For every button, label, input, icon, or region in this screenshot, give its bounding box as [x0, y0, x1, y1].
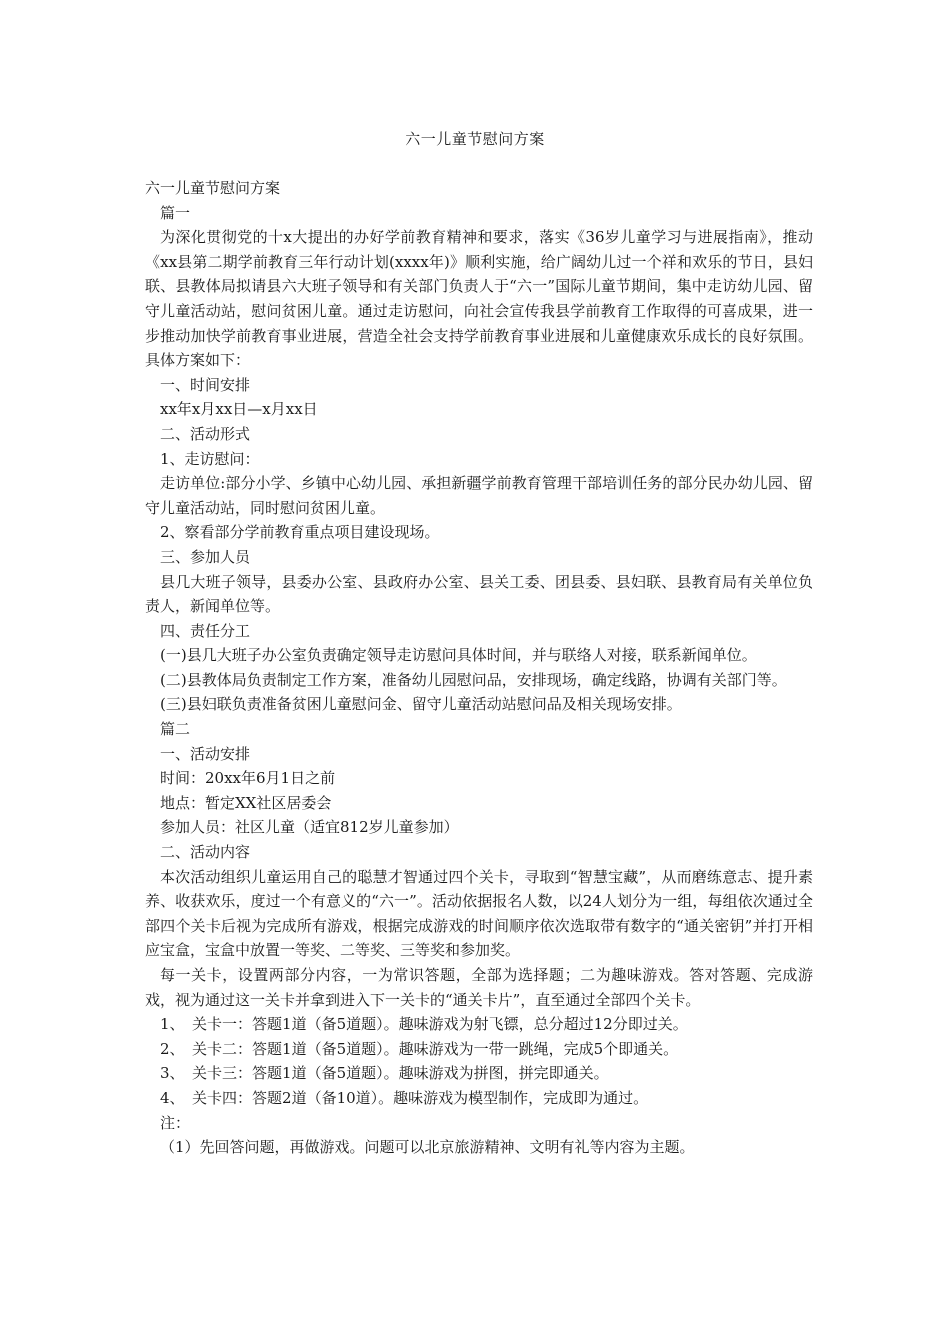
paragraph: 篇二: [160, 720, 191, 739]
paragraph: 为深化贯彻党的十x大提出的办好学前教育精神和要求，落实《36岁儿童学习与进展指南》，推动《xx县第二期学前教育三年行动计划(xxxx年)》顺利实施，给广阔幼儿过一个祥和欢乐的节日，县妇联、县教体局拟请县六大班子领导和有关部门负责人于“六一”国际儿童节期间，集中走访幼儿园、留守儿童活动站，慰问贫困儿童。通过走访慰问，向社会宣传我县学前教育工作取得的可喜成果，进一步推动加快学前教育事业进展，营造全社会支持学前教育事业进展和儿童健康欢乐成长的良好氛围。具体方案如下：: [145, 228, 813, 370]
paragraph: 注：: [160, 1113, 191, 1132]
paragraph: xx年x月xx日—x月xx日: [160, 400, 318, 419]
paragraph: 4、 关卡四：答题2道（备10道）。趣味游戏为模型制作，完成即为通过。: [160, 1088, 649, 1107]
paragraph: 三、参加人员: [160, 547, 251, 566]
document-body: [145, 176, 813, 1160]
paragraph: 参加人员：社区儿童（适宜812岁儿童参加）: [160, 818, 459, 837]
paragraph: 二、活动形式: [160, 424, 251, 443]
paragraph: 四、责任分工: [160, 621, 251, 640]
paragraph: 二、活动内容: [160, 843, 251, 862]
paragraph: 每一关卡，设置两部分内容，一为常识答题，全部为选择题；二为趣味游戏。答对答题、完成游戏，视为通过这一关卡并拿到进入下一关卡的“通关卡片”，直至通过全部四个关卡。: [145, 966, 813, 1009]
paragraph: 地点：暂定XX社区居委会: [160, 793, 332, 812]
paragraph: 走访单位:部分小学、乡镇中心幼儿园、承担新疆学前教育管理干部培训任务的部分民办幼儿园、留守儿童活动站，同时慰问贫困儿童。: [145, 474, 813, 517]
paragraph: （1）先回答问题，再做游戏。问题可以北京旅游精神、文明有礼等内容为主题。: [160, 1138, 695, 1157]
paragraph: 本次活动组织儿童运用自己的聪慧才智通过四个关卡，寻取到“智慧宝藏”，从而磨练意志、提升素养、收获欢乐，度过一个有意义的“六一”。活动依据报名人数，以24人划分为一组，每组依次通过全部四个关卡后视为完成所有游戏，根据完成游戏的时间顺序依次选取带有数字的“通关密钥”并打开相应宝盒，宝盒中放置一等奖、二等奖、三等奖和参加奖。: [145, 867, 813, 960]
paragraph: 3、 关卡三：答题1道（备5道题）。趣味游戏为拼图，拼完即通关。: [160, 1064, 609, 1083]
paragraph: (三)县妇联负责准备贫困儿童慰问金、留守儿童活动站慰问品及相关现场安排。: [160, 695, 682, 714]
paragraph: 县几大班子领导，县委办公室、县政府办公室、县关工委、团县委、县妇联、县教育局有关单位负责人，新闻单位等。: [145, 572, 813, 616]
paragraph: 1、走访慰问：: [160, 449, 260, 468]
paragraph: 2、察看部分学前教育重点项目建设现场。: [160, 523, 440, 542]
paragraph: 1、 关卡一：答题1道（备5道题）。趣味游戏为射飞镖，总分超过12分即过关。: [160, 1015, 688, 1034]
paragraph: (二)县教体局负责制定工作方案，准备幼儿园慰问品，安排现场，确定线路，协调有关部门等。: [160, 670, 787, 689]
document-title: 六一儿童节慰问方案: [405, 130, 545, 148]
paragraph: 篇一: [160, 203, 191, 222]
paragraph: 一、时间安排: [160, 375, 251, 394]
paragraph: 时间：20xx年6月1日之前: [160, 769, 336, 788]
paragraph: 一、活动安排: [160, 744, 251, 763]
paragraph: 六一儿童节慰问方案: [145, 179, 281, 197]
paragraph: (一)县几大班子办公室负责确定领导走访慰问具体时间，并与联络人对接，联系新闻单位。: [160, 646, 757, 665]
paragraph: 2、 关卡二：答题1道（备5道题）。趣味游戏为一带一跳绳，完成5个即通关。: [160, 1039, 679, 1058]
